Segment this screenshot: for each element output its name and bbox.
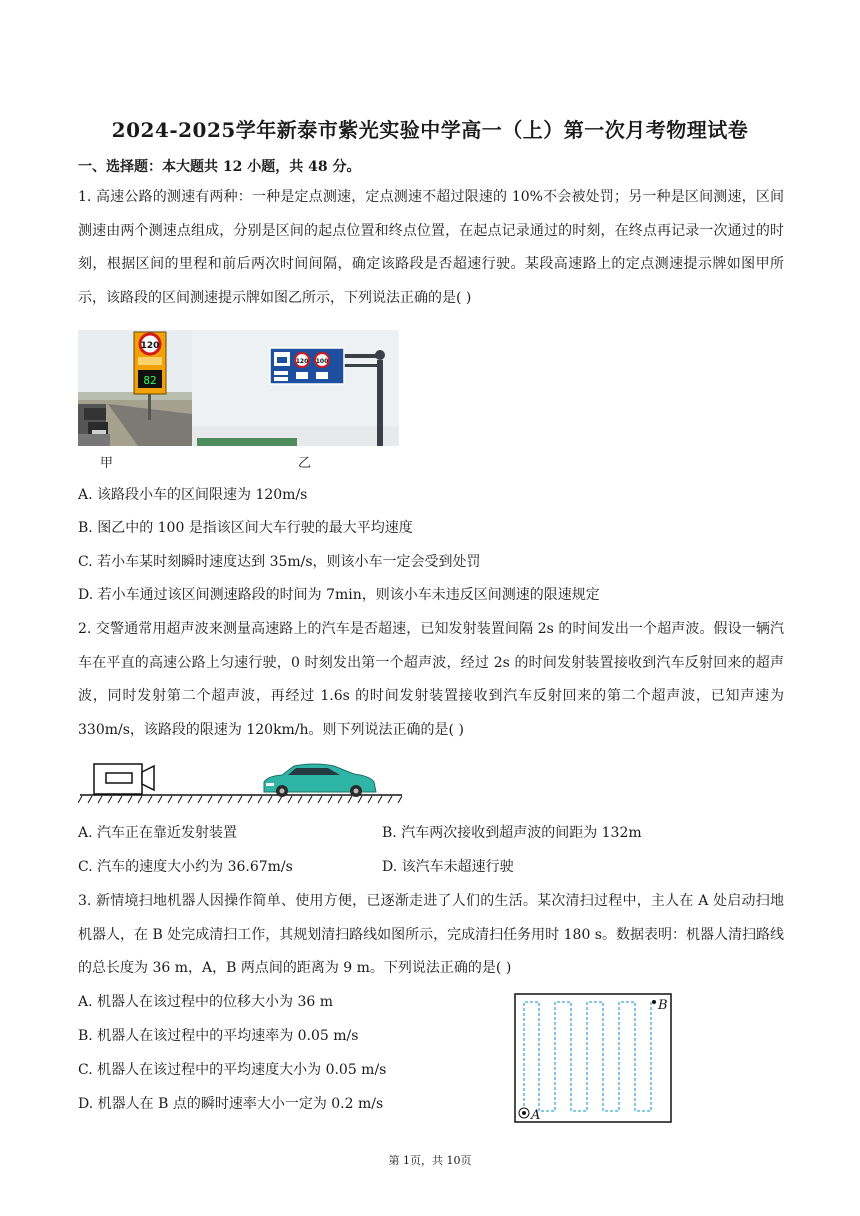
q3-option-b: B. 机器人在该过程中的平均速率为 0.05 m/s	[78, 1028, 359, 1044]
page-title: 2024-2025学年新泰市紫光实验中学高一（上）第一次月考物理试卷	[111, 118, 749, 142]
page-footer: 第 1页，共 10页	[388, 1154, 472, 1167]
q1-option-a: A. 该路段小车的区间限速为 120m/s	[78, 487, 308, 503]
q2-option-b: B. 汽车两次接收到超声波的间距为 132m	[382, 825, 642, 841]
q1-option-d: D. 若小车通过该区间测速路段的时间为 7min，则该小车未违反区间测速的限速规定	[78, 587, 600, 603]
figure-caption-a: 甲	[100, 456, 114, 471]
point-b-label: B	[658, 998, 668, 1013]
sign2-truck-limit-text: 100	[315, 358, 329, 365]
q2-option-a: A. 汽车正在靠近发射装置	[78, 825, 238, 841]
q3-option-a: A. 机器人在该过程中的位移大小为 36 m	[78, 994, 334, 1010]
robot-route-diagram	[514, 993, 672, 1123]
speed-sign-photo	[78, 330, 192, 446]
sign1-limit-text: 120	[140, 341, 160, 351]
q2-option-d: D. 该汽车未超速行驶	[382, 859, 514, 875]
section-heading: 一、选择题：本大题共 12 小题，共 48 分。	[78, 159, 361, 175]
interval-sign-photo	[192, 330, 399, 446]
q3-option-c: C. 机器人在该过程中的平均速度大小为 0.05 m/s	[78, 1062, 387, 1078]
question-1-stem: 1. 高速公路的测速有两种：一种是定点测速，定点测速不超过限速的 10%不会被处罚；另一种是区间测速，区间测速由两个测速点组成，分别是区间的起点位置和终点位置，在起点记录通过的时刻，在终点再记录一次通过的时刻，根据区间的里程和前后两次时间间隔，确定该路段是否超速行驶。某段高速路上的定点测速提示牌如图甲所示，该路段的区间测速提示牌如图乙所示，下列说法正确的是( )	[78, 189, 784, 306]
q2-option-c: C. 汽车的速度大小约为 36.67m/s	[78, 859, 293, 875]
q1-option-b: B. 图乙中的 100 是指该区间大车行驶的最大平均速度	[78, 520, 413, 536]
figure-caption-b: 乙	[298, 456, 312, 471]
sign1-readout-text: 82	[143, 374, 157, 387]
question-3-stem: 3. 新情境扫地机器人因操作简单、使用方便，已逐渐走进了人们的生活。某次清扫过程中，主人在 A 处启动扫地机器人，在 B 处完成清扫工作，其规划清扫路线如图所示，完成清扫任务用时 180 s。数据表明：机器人清扫路线的总长度为 36 m，A，B 两点间的距离为 9 m。下列说法正确的是( )	[78, 893, 784, 976]
point-a-label: A	[531, 1108, 541, 1123]
q1-option-c: C. 若小车某时刻瞬时速度达到 35m/s，则该小车一定会受到处罚	[78, 554, 481, 570]
sign2-car-limit-text: 120	[295, 358, 309, 365]
question-2-stem: 2. 交警通常用超声波来测量高速路上的汽车是否超速，已知发射装置间隔 2s 的时间发出一个超声波。假设一辆汽车在平直的高速公路上匀速行驶，0 时刻发出第一个超声波，经过 2s 的时间发射装置接收到汽车反射回来的超声波，同时发射第二个超声波，再经过 1.6s 的时间发射装置接收到汽车反射回来的第二个超声波，已知声速为 330m/s，该路段的限速为 120km/h。则下列说法正确的是( )	[78, 621, 784, 738]
ultrasonic-diagram	[78, 756, 404, 804]
q3-option-d: D. 机器人在 B 点的瞬时速率大小一定为 0.2 m/s	[78, 1096, 384, 1112]
